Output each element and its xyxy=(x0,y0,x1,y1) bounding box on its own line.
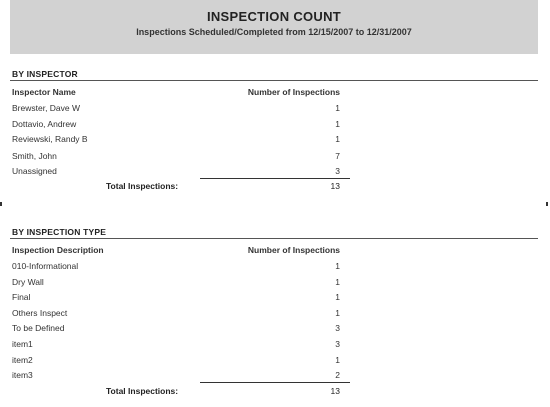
row-name: Final xyxy=(12,292,31,302)
total-value: 13 xyxy=(330,181,340,191)
total-value: 13 xyxy=(330,386,340,396)
section-rule xyxy=(10,238,538,239)
row-name: item1 xyxy=(12,339,33,349)
row-count: 1 xyxy=(335,103,340,113)
section-title: BY INSPECTION TYPE xyxy=(12,227,107,237)
row-count: 1 xyxy=(335,355,340,365)
row-name: Others Inspect xyxy=(12,308,68,318)
table-row xyxy=(10,119,538,131)
row-name: Dry Wall xyxy=(12,277,44,287)
total-label: Total Inspections: xyxy=(106,386,179,396)
column-header-description: Inspection Description xyxy=(12,245,104,255)
section-by-inspection-type xyxy=(10,227,538,402)
row-count: 1 xyxy=(335,308,340,318)
row-count: 1 xyxy=(335,134,340,144)
table-row xyxy=(10,292,538,304)
table-row xyxy=(10,103,538,115)
column-header-count: Number of Inspections xyxy=(247,87,340,97)
row-count: 7 xyxy=(335,151,340,161)
report-header xyxy=(10,0,538,54)
row-count: 1 xyxy=(335,119,340,129)
table-row xyxy=(10,134,538,146)
total-rule xyxy=(200,382,350,383)
section-rule xyxy=(10,80,538,81)
row-name: Reviewski, Randy B xyxy=(12,134,88,144)
table-row xyxy=(10,339,538,351)
section-title: BY INSPECTOR xyxy=(12,69,78,79)
table-row xyxy=(10,277,538,289)
row-name: To be Defined xyxy=(12,323,65,333)
row-count: 1 xyxy=(335,261,340,271)
right-edge-tick xyxy=(546,202,548,206)
report-subtitle: Inspections Scheduled/Completed from 12/15/2007 to 12/31/2007 xyxy=(136,27,412,37)
table-row xyxy=(10,166,538,178)
column-header-name: Inspector Name xyxy=(12,87,76,97)
row-count: 3 xyxy=(335,166,340,176)
row-name: item2 xyxy=(12,355,33,365)
row-count: 1 xyxy=(335,277,340,287)
total-rule xyxy=(200,178,350,179)
column-header-count: Number of Inspections xyxy=(247,245,340,255)
row-name: item3 xyxy=(12,370,33,380)
table-row xyxy=(10,355,538,367)
table-row xyxy=(10,151,538,163)
row-name: Unassigned xyxy=(12,166,57,176)
section-by-inspector xyxy=(10,69,538,199)
table-row xyxy=(10,323,538,335)
row-count: 3 xyxy=(335,323,340,333)
row-name: 010-Informational xyxy=(12,261,79,271)
table-row xyxy=(10,370,538,382)
row-name: Smith, John xyxy=(12,151,57,161)
row-count: 1 xyxy=(335,292,340,302)
left-edge-tick xyxy=(0,202,2,206)
table-row xyxy=(10,261,538,273)
table-row xyxy=(10,308,538,320)
report-title: INSPECTION COUNT xyxy=(206,9,342,24)
row-name: Brewster, Dave W xyxy=(12,103,81,113)
row-count: 2 xyxy=(335,370,340,380)
row-count: 3 xyxy=(335,339,340,349)
row-name: Dottavio, Andrew xyxy=(12,119,77,129)
total-label: Total Inspections: xyxy=(106,181,179,191)
